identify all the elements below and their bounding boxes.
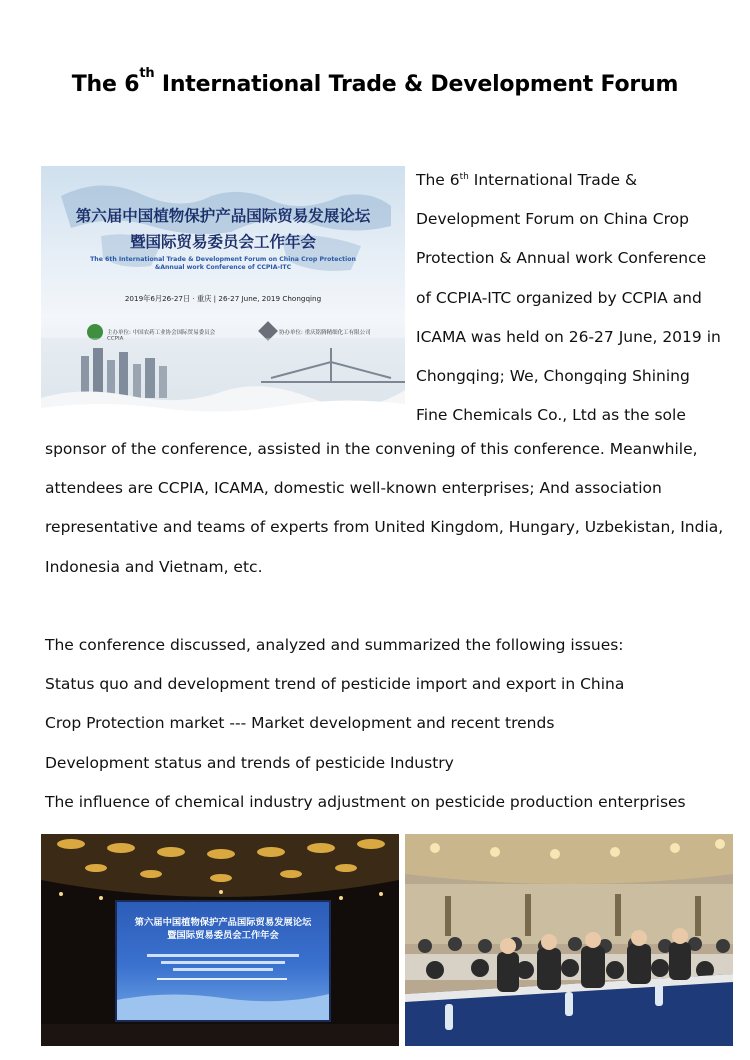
issue-item: Crop Protection market --- Market development and recent trends [45, 714, 555, 733]
intro-paragraph-column [416, 161, 721, 435]
intro-line: The 6th International Trade & [416, 171, 638, 189]
issues-heading: The conference discussed, analyzed and summarized the following issues: [45, 636, 624, 654]
screen-title-zh-2: 暨国际贸易委员会工作年会 [167, 930, 279, 941]
body-line: representative and teams of experts from United Kingdom, Hungary, Uzbekistan, India, [45, 518, 724, 537]
intro-line: ICAMA was held on 26-27 June, 2019 in [416, 327, 721, 346]
intro-line: Protection & Annual work Conference [416, 249, 707, 268]
ccpia-logo-label: CCPIA [107, 336, 124, 342]
issues-list [45, 626, 725, 822]
banner-title-zh-2: 暨国际贸易委员会工作年会 [129, 233, 316, 251]
meeting-room-graphic [405, 834, 733, 1046]
banner-title-zh-1: 第六届中国植物保护产品国际贸易发展论坛 [75, 207, 371, 225]
meeting-room-photo [405, 834, 733, 1046]
banner-title-en-1: The 6th International Trade & Development Forum on China Crop Protection [90, 256, 356, 263]
title-ordinal: th [139, 66, 155, 81]
intro-line: Chongqing; We, Chongqing Shining [416, 367, 690, 386]
banner-date: 2019年6月26-27日 · 重庆 | 26-27 June, 2019 Chongqing [124, 294, 322, 303]
city-skyline-graphic [41, 338, 405, 418]
banner-coorganizer: 协办单位: 重庆铭腾精细化工有限公司 [279, 330, 371, 336]
screen-graphic [117, 950, 329, 1020]
page-title: The 6th International Trade & Development Forum [71, 66, 679, 97]
intro-line: Fine Chemicals Co., Ltd as the sole [416, 406, 686, 425]
conference-hall-photo [41, 834, 399, 1046]
issue-item: Development status and trends of pesticide Industry [45, 753, 454, 772]
intro-line: Development Forum on China Crop [416, 210, 689, 229]
banner-organizer: 主办单位: 中国农药工业协会国际贸易委员会 CCPIA [107, 330, 216, 342]
screen-title-zh-1: 第六届中国植物保护产品国际贸易发展论坛 [134, 917, 312, 928]
conference-banner-photo [41, 166, 405, 418]
intro-paragraph-continuation [45, 430, 725, 587]
issue-item: The influence of chemical industry adjustment on pesticide production enterprises [45, 792, 686, 811]
body-line: Indonesia and Vietnam, etc. [45, 557, 263, 576]
banner-title-en-2: &Annual work Conference of CCPIA-ITC [154, 264, 292, 271]
projection-screen [115, 900, 331, 1022]
issue-item: Status quo and development trend of pesticide import and export in China [45, 675, 625, 694]
body-line: sponsor of the conference, assisted in the convening of this conference. Meanwhile, [45, 440, 698, 458]
intro-line: of CCPIA-ITC organized by CCPIA and [416, 288, 702, 307]
body-line: attendees are CCPIA, ICAMA, domestic well-known enterprises; And association [45, 479, 662, 498]
